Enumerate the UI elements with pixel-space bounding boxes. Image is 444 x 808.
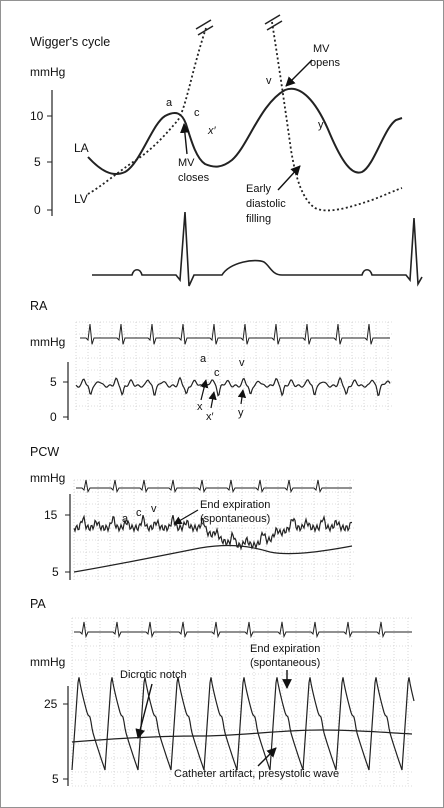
pa-end-expiration-line2: (spontaneous) [250, 657, 321, 669]
pcw-a-wave-label: a [122, 513, 129, 525]
wiggers-tick-label-10: 10 [30, 109, 44, 123]
early-filling-label-line1: Early [246, 183, 272, 195]
pcw-panel [30, 445, 354, 580]
wiggers-panel [30, 15, 422, 286]
ra-c-wave-label: c [214, 367, 220, 379]
pa-panel [30, 597, 414, 786]
pa-catheter-artifact-arrow [258, 748, 276, 766]
pa-grid [72, 618, 414, 786]
mv-closes-label-line1: MV [178, 157, 195, 169]
pa-title: PA [30, 597, 46, 611]
pa-dicrotic-notch-label: Dicrotic notch [120, 669, 187, 681]
ra-xprime-descent-label: x′ [206, 411, 214, 423]
early-filling-label-line3: filling [246, 213, 272, 225]
la-c-wave-label: c [194, 107, 200, 119]
mv-opens-label-line1: MV [313, 43, 330, 55]
pa-unit: mmHg [30, 655, 66, 669]
la-label: LA [74, 141, 89, 155]
ra-panel [30, 299, 392, 424]
ra-v-wave-label: v [239, 357, 245, 369]
pa-tick-label-5: 5 [52, 772, 59, 786]
wiggers-tick-label-5: 5 [34, 155, 41, 169]
la-pressure-curve [88, 89, 402, 174]
pa-ecg-trace [74, 622, 412, 637]
lv-pressure-curve [88, 28, 206, 194]
pa-catheter-artifact-label: Catheter artifact, presystolic wave [174, 768, 340, 780]
pcw-end-expiration-line1: End expiration [200, 499, 271, 511]
break-mark-left-2 [198, 26, 213, 35]
ra-unit: mmHg [30, 335, 66, 349]
pa-tick-label-25: 25 [44, 697, 58, 711]
mv-closes-label-line2: closes [178, 172, 210, 184]
ra-tick-label-5: 5 [50, 375, 57, 389]
ra-x-descent-label: x [197, 401, 203, 413]
figure-border [1, 1, 444, 808]
pcw-ecg-trace [76, 480, 352, 492]
ra-title: RA [30, 299, 48, 313]
ra-y-arrow [241, 390, 243, 404]
pcw-v-wave-label: v [151, 503, 157, 515]
lv-label: LV [74, 192, 88, 206]
pa-pressure-trace [72, 677, 414, 770]
ra-tick-label-0: 0 [50, 410, 57, 424]
ra-a-wave-label: a [200, 353, 207, 365]
pcw-end-expiration-line2: (spontaneous) [200, 513, 271, 525]
pcw-unit: mmHg [30, 471, 66, 485]
pa-end-expiration-line1: End expiration [250, 643, 321, 655]
pcw-tick-label-5: 5 [52, 565, 59, 579]
pcw-end-expiration-arrow [174, 510, 198, 524]
ra-grid [76, 322, 392, 412]
pcw-title: PCW [30, 445, 60, 459]
ra-x-arrow [201, 380, 206, 400]
la-v-wave-label: v [266, 75, 272, 87]
la-xprime-label: x′ [208, 125, 216, 137]
ra-pressure-trace [76, 378, 390, 396]
wiggers-title: Wigger's cycle [30, 35, 111, 49]
wiggers-tick-label-0: 0 [34, 203, 41, 217]
pcw-respiratory-trace [74, 545, 352, 572]
early-filling-label-line2: diastolic [246, 198, 286, 210]
ra-xprime-arrow [211, 392, 214, 408]
la-a-wave-label: a [166, 97, 173, 109]
break-mark-left-1 [196, 20, 211, 29]
lv-pressure-curve-diastole [272, 22, 402, 210]
wiggers-unit: mmHg [30, 65, 66, 79]
ra-y-descent-label: y [238, 407, 244, 419]
break-mark-right-2 [267, 21, 282, 30]
mv-opens-arrow [286, 60, 312, 86]
pcw-tick-label-15: 15 [44, 508, 58, 522]
la-y-descent-label: y [318, 119, 324, 131]
pcw-c-wave-label: c [136, 507, 142, 519]
mv-opens-label-line2: opens [310, 57, 340, 69]
pa-respiratory-trace [72, 730, 412, 742]
